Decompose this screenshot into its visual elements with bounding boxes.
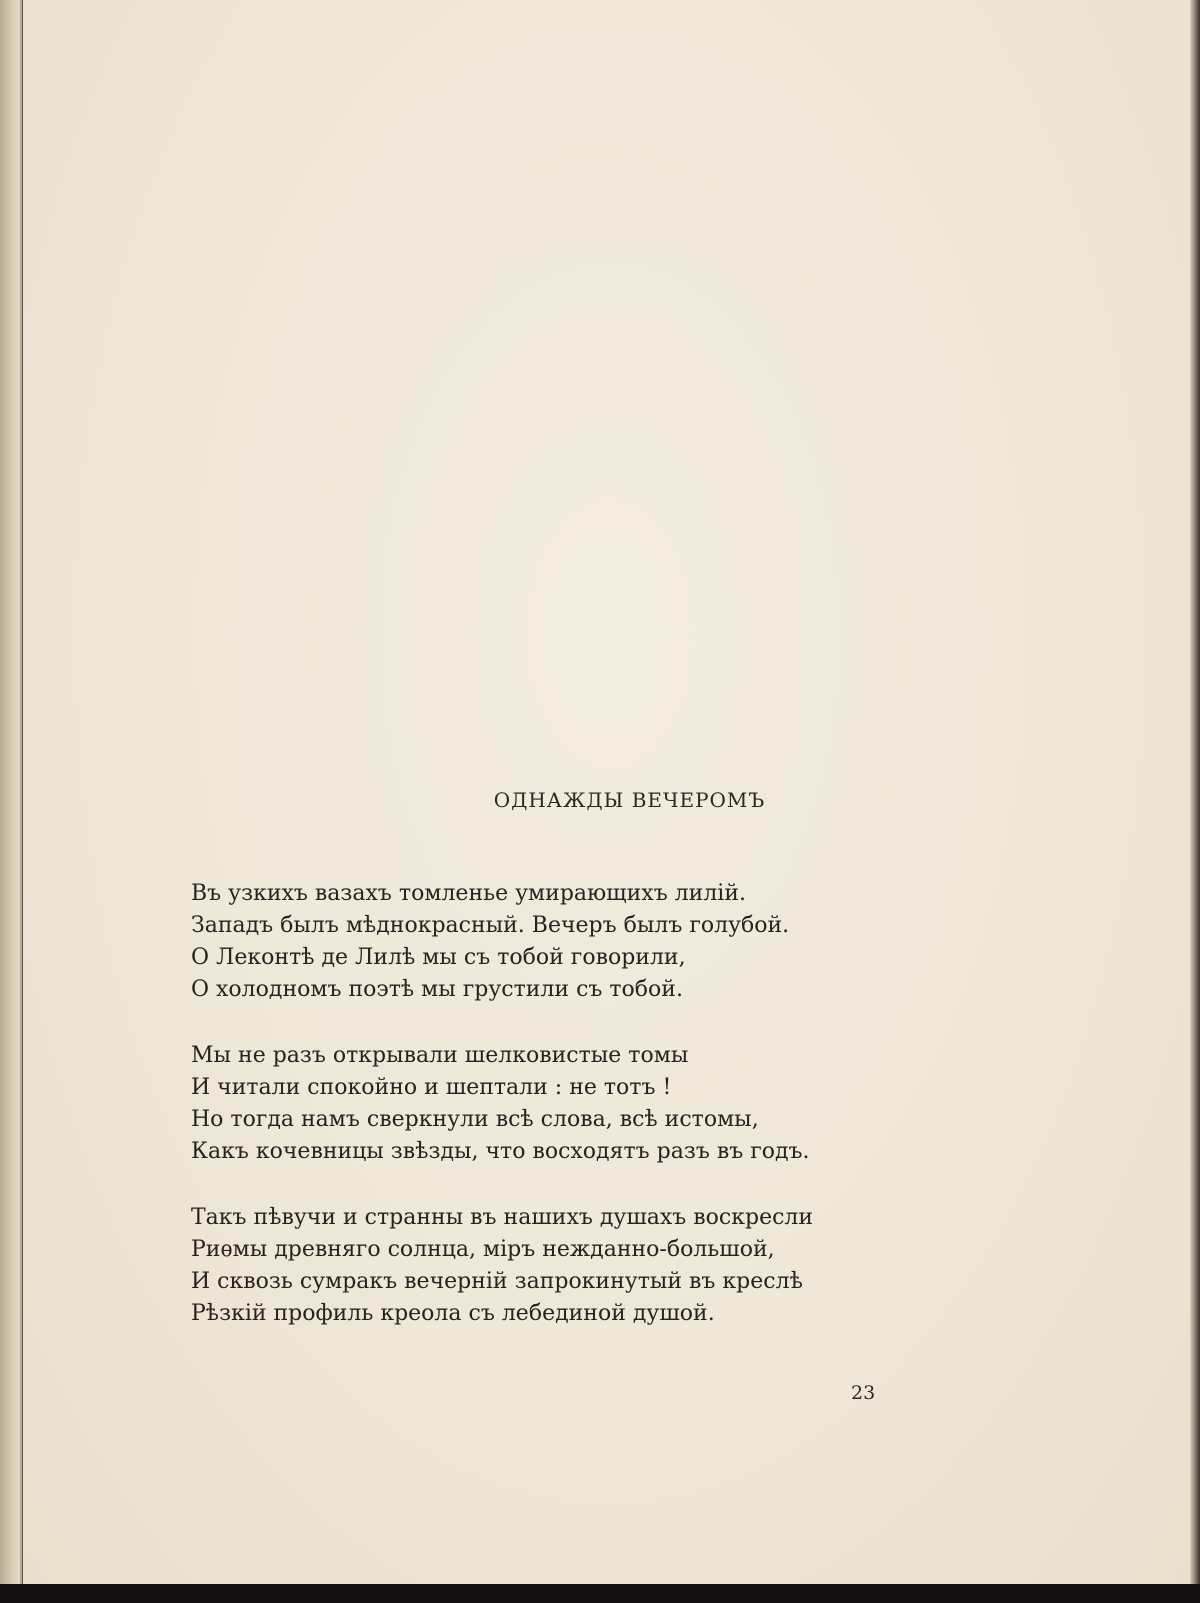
poem-line: Такъ пѣвучи и странны въ нашихъ душахъ воскресли	[191, 1205, 814, 1230]
poem-line: О Леконтѣ де Лилѣ мы съ тобой говорили,	[191, 945, 686, 970]
scan-bottom-border	[0, 1584, 1200, 1603]
poem-line: Рѣзкій профиль креола съ лебединой душой.	[191, 1301, 715, 1326]
poem-line: Въ узкихъ вазахъ томленье умирающихъ лилій.	[191, 881, 746, 906]
facing-page-edge	[0, 0, 22, 1603]
poem-line: И читали спокойно и шептали : не тотъ !	[191, 1075, 672, 1100]
poem-body	[191, 878, 951, 1364]
poem-line: Но тогда намъ сверкнули всѣ слова, всѣ истомы,	[191, 1107, 759, 1132]
poem-line: И сквозь сумракъ вечерній запрокинутый въ креслѣ	[191, 1269, 803, 1294]
poem-line: Мы не разъ открывали шелковистые томы	[191, 1043, 689, 1068]
page-right-edge	[1190, 0, 1200, 1603]
poem-line: Риѳмы древняго солнца, міръ нежданно-большой,	[191, 1237, 775, 1262]
poem-line: Какъ кочевницы звѣзды, что восходятъ разъ въ годъ.	[191, 1139, 810, 1164]
poem-line: О холодномъ поэтѣ мы грустили съ тобой.	[191, 977, 683, 1002]
poem-line: Западъ былъ мѣднокрасный. Вечеръ былъ голубой.	[191, 913, 790, 938]
page-paper	[23, 0, 1196, 1586]
poem-title: ОДНАЖДЫ ВЕЧЕРОМЪ	[493, 788, 766, 812]
stanza-3	[191, 1202, 951, 1330]
stanza-2	[191, 1040, 951, 1168]
page-number: 23	[851, 1382, 876, 1404]
stanza-1	[191, 878, 951, 1006]
